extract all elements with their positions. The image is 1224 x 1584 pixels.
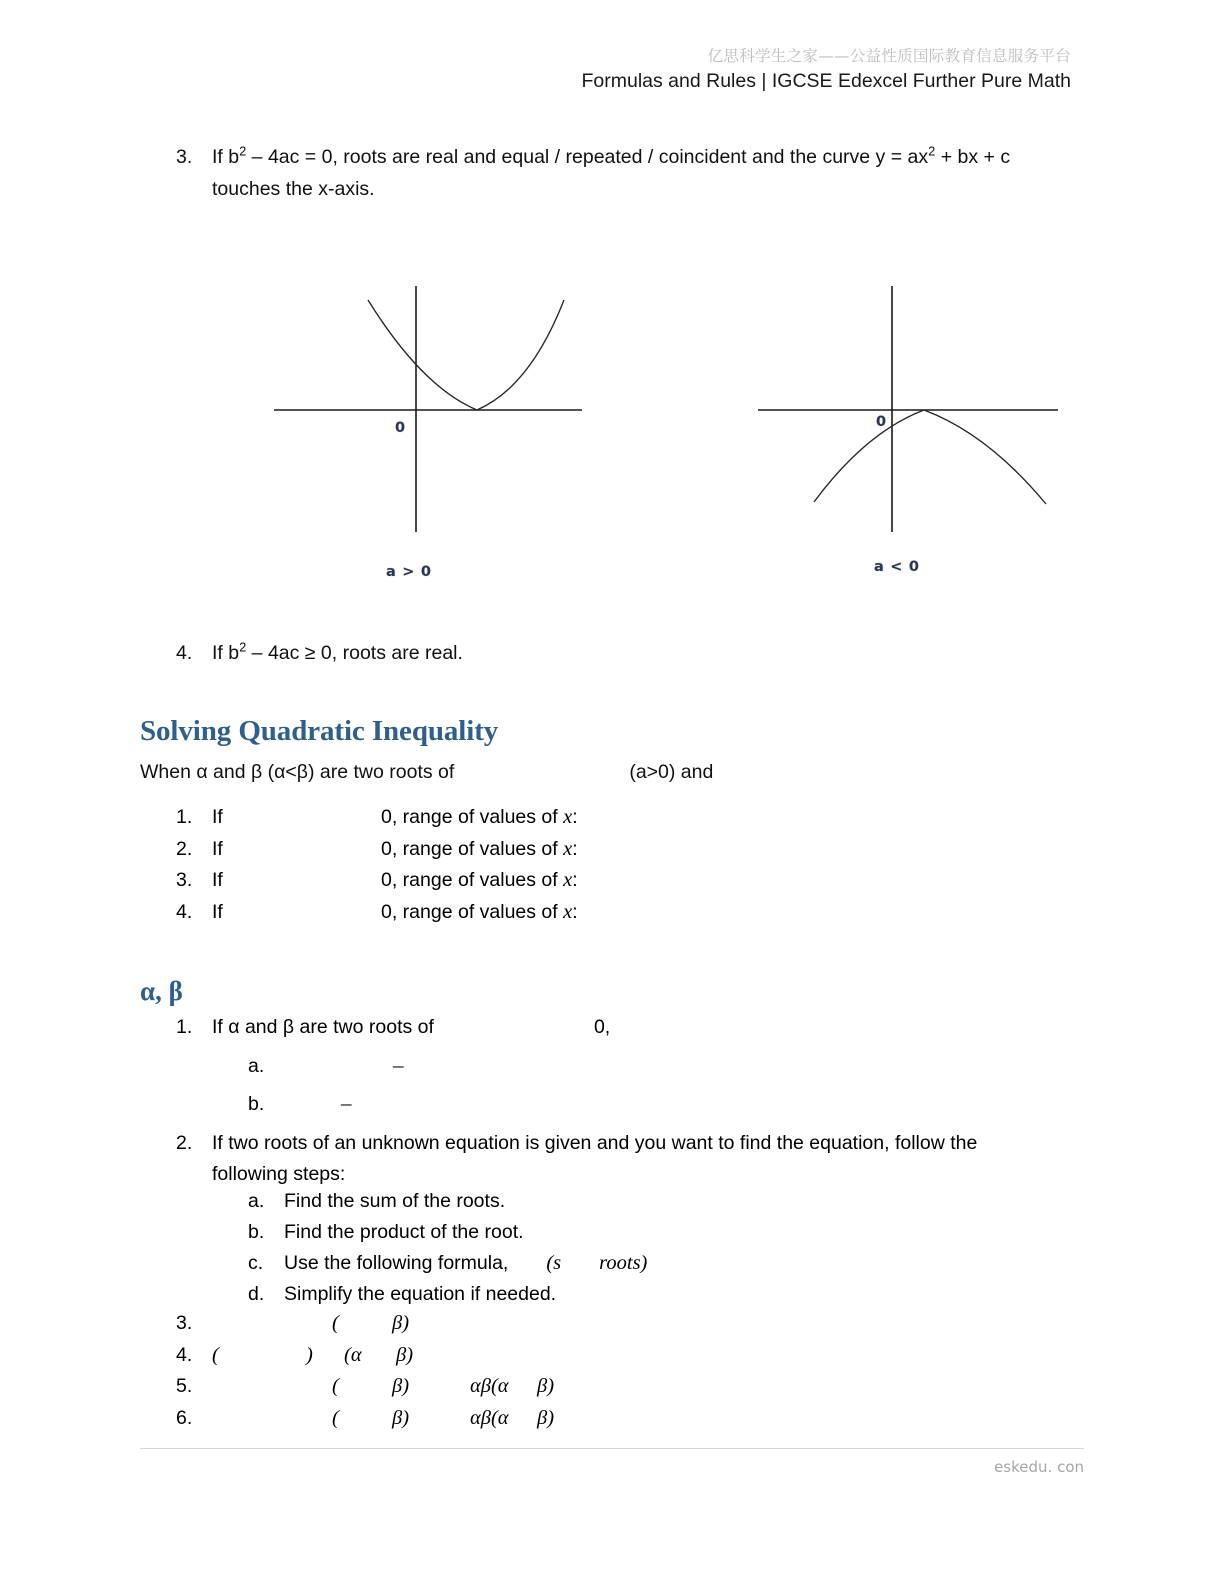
list-item (176, 901, 578, 933)
list-item (176, 1407, 554, 1439)
footer-site-label: eskedu. con (994, 1458, 1084, 1476)
alpha-beta-item-1 (176, 1016, 610, 1039)
alpha-beta-item-2 (176, 1128, 1056, 1190)
formula-segment-2: ( (332, 1375, 339, 1397)
list-item-tail: 0, range of values of (381, 900, 564, 923)
formula-segment-4: αβ(α (470, 1375, 509, 1397)
origin-label-a-negative: 0 (876, 414, 887, 430)
formula-segment-3: β) (392, 1375, 410, 1397)
list-item-number: 4. (176, 642, 193, 664)
formula-fragment-1: (s (546, 1252, 562, 1274)
list-item-number: 2. (176, 837, 193, 860)
list-item (176, 1375, 554, 1407)
sub-item-label: c. (248, 1252, 264, 1274)
alpha-beta-item-1-sub-a (248, 1053, 404, 1078)
inequality-list (176, 806, 578, 932)
list-item-colon: : (572, 900, 578, 923)
sub-item-label: d. (248, 1283, 265, 1305)
list-item-variable: x (563, 837, 573, 860)
list-item-tail: 0, range of values of (381, 837, 564, 860)
formula-segment-1: ( (212, 1343, 219, 1366)
list-item-number: 1. (176, 806, 193, 828)
intro-before-text: When α and β (α<β) are two roots of (140, 761, 455, 783)
formula-segment-4: αβ(α (470, 1406, 509, 1429)
graph-parabola-a-negative (756, 282, 1068, 534)
sub-list-item (248, 1252, 647, 1283)
list-item-number: 4. (176, 1343, 193, 1366)
alpha-beta-tail-list (176, 1312, 554, 1438)
list-item (176, 1344, 554, 1376)
item3-superscript-2: 2 (928, 143, 936, 159)
sub-item-label: a. (248, 1190, 265, 1212)
item4-superscript-1: 2 (239, 639, 247, 655)
list-item (176, 869, 578, 901)
list-item-number: 5. (176, 1375, 193, 1397)
list-item-number: 1. (176, 1016, 193, 1038)
parabola-a-negative-svg (756, 282, 1068, 534)
formula-segment-4: β) (396, 1343, 414, 1366)
origin-label-a-positive: 0 (395, 420, 406, 436)
list-item-text: If α and β are two roots of (212, 1016, 434, 1038)
parabola-curve (814, 410, 1046, 504)
formula-segment-5: β) (537, 1375, 555, 1397)
formula-segment-3: (α (344, 1343, 362, 1366)
parabola-curve (368, 300, 564, 410)
header-title: Formulas and Rules | IGCSE Edexcel Further Pure Math (581, 70, 1071, 93)
sub-list-item (248, 1221, 647, 1252)
sub-item-label: a. (248, 1055, 265, 1077)
item3-text-part1: If b (212, 146, 240, 168)
footer-divider (140, 1448, 1084, 1449)
sub-item-text: Find the product of the root. (284, 1221, 524, 1243)
list-item-tail: 0, range of values of (381, 869, 564, 891)
list-item-number: 6. (176, 1406, 193, 1429)
item4-text-part1: If b (212, 642, 240, 664)
list-item-text (212, 638, 876, 670)
formula-segment-3: β) (392, 1312, 410, 1334)
list-item-if-label: If (212, 806, 223, 828)
alpha-beta-item-1-sub-b (248, 1091, 352, 1116)
item3-text-part2: – 4ac = 0, roots are real and equal / repeated / coincident and the curve y = ax (246, 146, 929, 168)
sub-list-item (248, 1190, 647, 1221)
list-item-colon: : (572, 806, 578, 828)
list-item-if-label: If (212, 900, 223, 923)
list-item-number: 3. (176, 146, 193, 168)
item3-superscript-1: 2 (239, 143, 247, 159)
formula-segment-2: ( (332, 1312, 339, 1334)
sub-item-content: – (393, 1053, 404, 1077)
page-header (0, 46, 1224, 95)
sub-item-label: b. (248, 1093, 265, 1115)
list-item-if-label: If (212, 837, 223, 860)
item3-text-part3: + bx + c touches the x-axis. (212, 146, 1011, 200)
list-item (176, 838, 578, 870)
list-item-discriminant-3 (176, 142, 1076, 205)
list-item-discriminant-4 (176, 638, 876, 670)
formula-segment-2: ) (306, 1343, 313, 1366)
formula-segment-3: β) (392, 1406, 410, 1429)
list-item-colon: : (572, 837, 578, 860)
sub-item-label: b. (248, 1221, 265, 1243)
formula-fragment-2: roots) (599, 1252, 648, 1274)
list-item-variable: x (563, 806, 573, 828)
alpha-beta-item-2-sublist (248, 1190, 647, 1314)
header-chinese-subtitle: 亿思科学生之家——公益性质国际教育信息服务平台 (707, 47, 1071, 65)
list-item-variable: x (563, 869, 573, 891)
list-item-colon: : (572, 869, 578, 891)
list-item-number: 3. (176, 1312, 193, 1334)
list-item-number: 4. (176, 900, 193, 923)
graph-caption-a-negative: a < 0 (874, 559, 920, 575)
sub-item-text: Use the following formula, (284, 1252, 509, 1274)
list-item (176, 806, 578, 838)
parabola-a-positive-svg (272, 282, 584, 534)
graph-caption-a-positive: a > 0 (386, 564, 432, 580)
list-item-variable: x (563, 900, 573, 923)
formula-segment-5: β) (537, 1406, 555, 1429)
sub-item-text: Simplify the equation if needed. (284, 1283, 557, 1305)
graph-parabola-a-positive (272, 282, 584, 534)
list-item-tail: 0, range of values of (381, 806, 564, 828)
list-item-text (212, 142, 1076, 205)
list-item-if-label: If (212, 869, 223, 891)
list-item-number: 2. (176, 1132, 193, 1154)
section-heading-alpha-beta: α, β (140, 976, 183, 1006)
sub-list-item (248, 1283, 647, 1314)
list-item-number: 3. (176, 869, 193, 891)
formula-segment-2: ( (332, 1406, 339, 1429)
sub-item-content: – (341, 1091, 352, 1115)
section-heading-solving-quadratic-inequality: Solving Quadratic Inequality (140, 715, 499, 747)
solving-inequality-intro (140, 757, 1040, 789)
list-item (176, 1312, 554, 1344)
sub-item-text: Find the sum of the roots. (284, 1190, 506, 1212)
intro-after-text: (a>0) and (629, 761, 714, 783)
list-item-text: If two roots of an unknown equation is given and you want to find the equation, follow the following steps: (212, 1132, 978, 1185)
item4-text-part2: – 4ac ≥ 0, roots are real. (246, 642, 463, 664)
list-item-trailing: 0, (593, 1016, 611, 1038)
